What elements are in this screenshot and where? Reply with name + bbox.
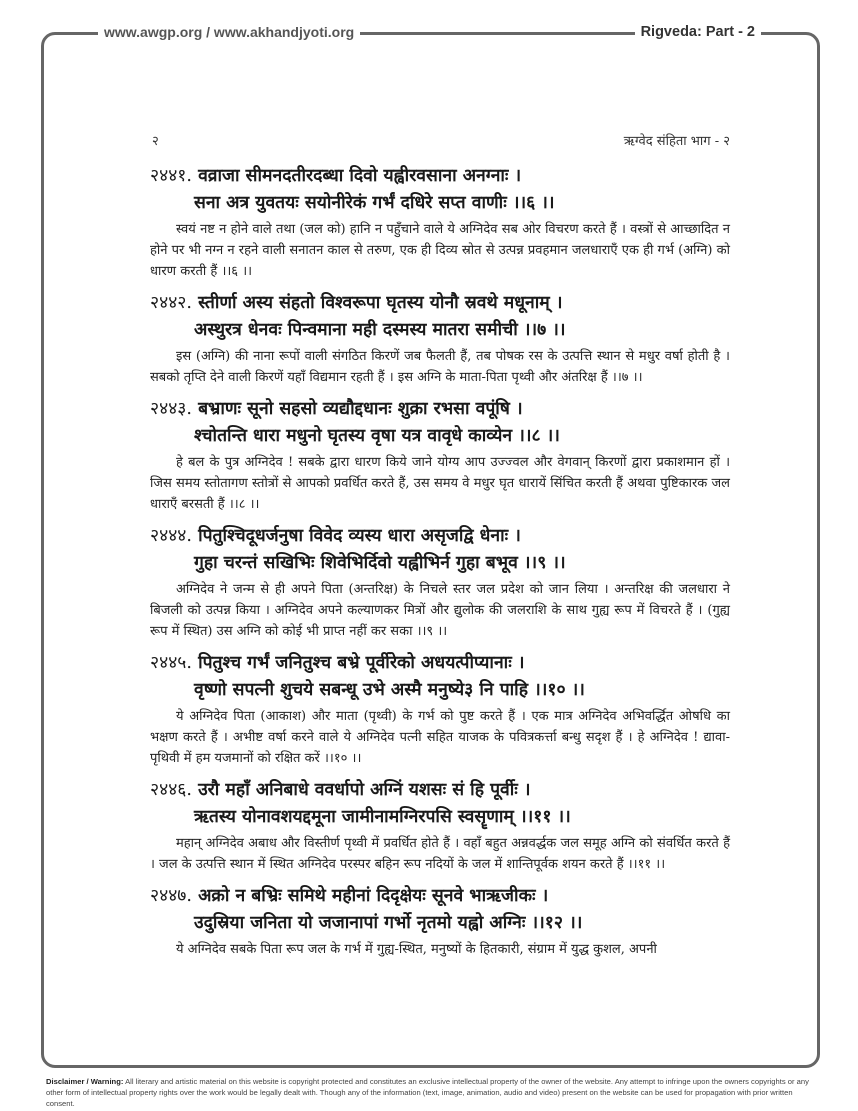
- verse-block: [150, 883, 730, 960]
- verse-block: [150, 523, 730, 642]
- verse-number: २४४१.: [150, 166, 192, 186]
- verse-text-1: बभ्राणः सूनो सहसो व्यद्यौद्दधानः शुक्रा रभसा वपूंषि ।: [198, 399, 523, 419]
- disclaimer-text: All literary and artistic material on this website is copyright protected and constitutes an exclusive intellectual property of the owner of the website. Any attempt to infringe upon the owners copyrights or any other form of intellectual property rights over the work would be legally dealt with. Though any of the information (text, image, animation, audio and video) present on the website can be used for propagation with prior written consent.: [46, 1077, 809, 1108]
- verse-line-2: गुहा चरन्तं सखिभिः शिवेभिर्दिवो यह्वीभिर्न गुहा बभूव ।।९ ।।: [194, 553, 566, 573]
- verse-translation: इस (अग्नि) की नाना रूपों वाली संगठित किरणें जब फैलती हैं, तब पोषक रस के उत्पत्ति स्थान से मधुर वर्षा होती है । सबको तृप्ति देने वाली किरणें यहाँ विद्यमान रहती हैं । इस अग्नि के माता-पिता पृथ्वी और अंतरिक्ष हैं ।।७ ।।: [150, 349, 730, 385]
- verse-line-2: सना अत्र युवतयः सयोनीरेकं गर्भं दधिरे सप्त वाणीः ।।६ ।।: [194, 193, 555, 213]
- verse-block: [150, 650, 730, 769]
- verse-line-1: [150, 396, 730, 422]
- verse-text-1: अक्रो न बभ्रिः समिथे महीनां दिदृक्षेयः सूनवे भाऋजीकः ।: [198, 886, 549, 906]
- verse-translation: ये अग्निदेव पिता (आकाश) और माता (पृथ्वी) के गर्भ को पुष्ट करते हैं । एक मात्र अग्निदेव अभिवर्द्धित ओषधि का भक्षण करते हैं । अभीष्ट वर्षा करने वाले ये अग्निदेव पत्नी सहित याजक के पवित्रकर्त्ता बन्धु सदृश हैं । हे अग्निदेव ! द्यावा-पृथिवी में हम यजमानों को रक्षित करें ।।१० ।।: [150, 709, 730, 766]
- verse-text-1: स्तीर्णा अस्य संहतो विश्वरूपा घृतस्य योनौ स्रवथे मधूनाम् ।: [198, 293, 563, 313]
- verse-text-1: पितुश्चिदूधर्जनुषा विवेद व्यस्य धारा असृजद्वि धेनाः ।: [198, 526, 521, 546]
- site-url-header[interactable]: www.awgp.org / www.akhandjyoti.org: [98, 21, 360, 43]
- verse-text-1: वव्राजा सीमनदतीरदब्धा दिवो यह्वीरवसाना अनग्नाः ।: [198, 166, 522, 186]
- verse-number: २४४२.: [150, 293, 192, 313]
- verse-translation: महान् अग्निदेव अबाध और विस्तीर्ण पृथ्वी में प्रवर्धित होते हैं । वहाँ बहुत अन्नवर्द्धक जल समूह अग्नि को संवर्धित करते हैं । जल के उत्पत्ति स्थान में स्थित अग्निदेव परस्पर बहिन रूप नदियों के जल में शान्तिपूर्वक शयन करते हैं ।।११ ।।: [150, 836, 730, 872]
- verse-translation: ये अग्निदेव सबके पिता रूप जल के गर्भ में गुह्य-स्थित, मनुष्यों के हितकारी, संग्राम में युद्ध कुशल, अपनी: [176, 942, 657, 957]
- verse-translation: हे बल के पुत्र अग्निदेव ! सबके द्वारा धारण किये जाने योग्य आप उज्ज्वल और वेगवान् किरणों द्वारा प्रकाशमान हों । जिस समय स्तोतागण स्तोत्रों से आपको प्रवर्धित करते हैं, उस समय वे मधुर घृत धारायें सिंचित करती हैं अथवा पुष्टिकारक जल धाराएँ बरसती हैं ।।८ ।।: [150, 455, 730, 512]
- verse-number: २४४६.: [150, 780, 192, 800]
- verse-number: २४४७.: [150, 886, 192, 906]
- page-number: २: [152, 134, 159, 149]
- verse-block: [150, 290, 730, 388]
- verse-number: २४४५.: [150, 653, 192, 673]
- verse-translation: स्वयं नष्ट न होने वाले तथा (जल को) हानि न पहुँचाने वाले ये अग्निदेव सब ओर विचरण करते हैं । वस्त्रों से आच्छादित न होने पर भी नग्न न रहने वाली सनातन काल से तरुण, एक ही दिव्य स्रोत से उत्पन्न प्रवहमान जलधाराएँ एक ही गर्भ (अग्नि) को धारण करती हैं ।।६ ।।: [150, 222, 730, 279]
- running-title: ऋग्वेद संहिता भाग - २: [623, 134, 730, 149]
- verse-line-1: [150, 290, 730, 316]
- verse-line-1: [150, 650, 730, 676]
- disclaimer: [46, 1076, 818, 1109]
- verse-number: २४४४.: [150, 526, 192, 546]
- book-title-header: Rigveda: Part - 2: [635, 21, 761, 43]
- verse-line-2: वृष्णो सपत्नी शुचये सबन्धू उभे अस्मै मनुष्ये३ नि पाहि ।।१० ।।: [194, 680, 585, 700]
- verse-number: २४४३.: [150, 399, 192, 419]
- verse-line-2: श्चोतन्ति धारा मधुनो घृतस्य वृषा यत्र वावृधे काव्येन ।।८ ।।: [194, 426, 560, 446]
- page-content: [150, 125, 730, 960]
- disclaimer-label: Disclaimer / Warning:: [46, 1077, 124, 1086]
- verse-line-1: [150, 777, 730, 803]
- verse-block: [150, 396, 730, 515]
- verse-line-2: उदुस्रिया जनिता यो जजानापां गर्भो नृतमो यह्वो अग्निः ।।१२ ।।: [194, 913, 583, 933]
- verse-translation: अग्निदेव ने जन्म से ही अपने पिता (अन्तरिक्ष) के निचले स्तर जल प्रदेश को जान लिया । अन्तरिक्ष की जलधारा ने बिजली को उत्पन्न किया । अग्निदेव अपने कल्याणकर मित्रों और द्युलोक की जलराशि के साथ गुह्य रूप में विचरते हैं । (गुह्य रूप में स्थित) उस अग्नि को कोई भी प्राप्त नहीं कर सका ।।९ ।।: [150, 582, 730, 639]
- verse-block: [150, 777, 730, 875]
- verse-text-1: पितुश्च गर्भं जनितुश्च बभ्रे पूर्वीरेको अधयत्पीप्यानाः ।: [198, 653, 525, 673]
- verse-line-2: अस्थुरत्र धेनवः पिन्वमाना मही दस्मस्य मातरा समीची ।।७ ।।: [194, 320, 566, 340]
- verse-line-2: ऋतस्य योनावशयद्दमूना जामीनामग्निरपसि स्वसॄणाम् ।।११ ।।: [194, 807, 571, 827]
- verse-block: [150, 163, 730, 282]
- verse-list: [150, 163, 730, 960]
- verse-line-1: [150, 163, 730, 189]
- verse-text-1: उरौ महाँ अनिबाधे ववर्धापो अग्निं यशसः सं हि पूर्वीः ।: [198, 780, 531, 800]
- verse-line-1: [150, 883, 730, 909]
- running-header: [150, 125, 730, 155]
- verse-line-1: [150, 523, 730, 549]
